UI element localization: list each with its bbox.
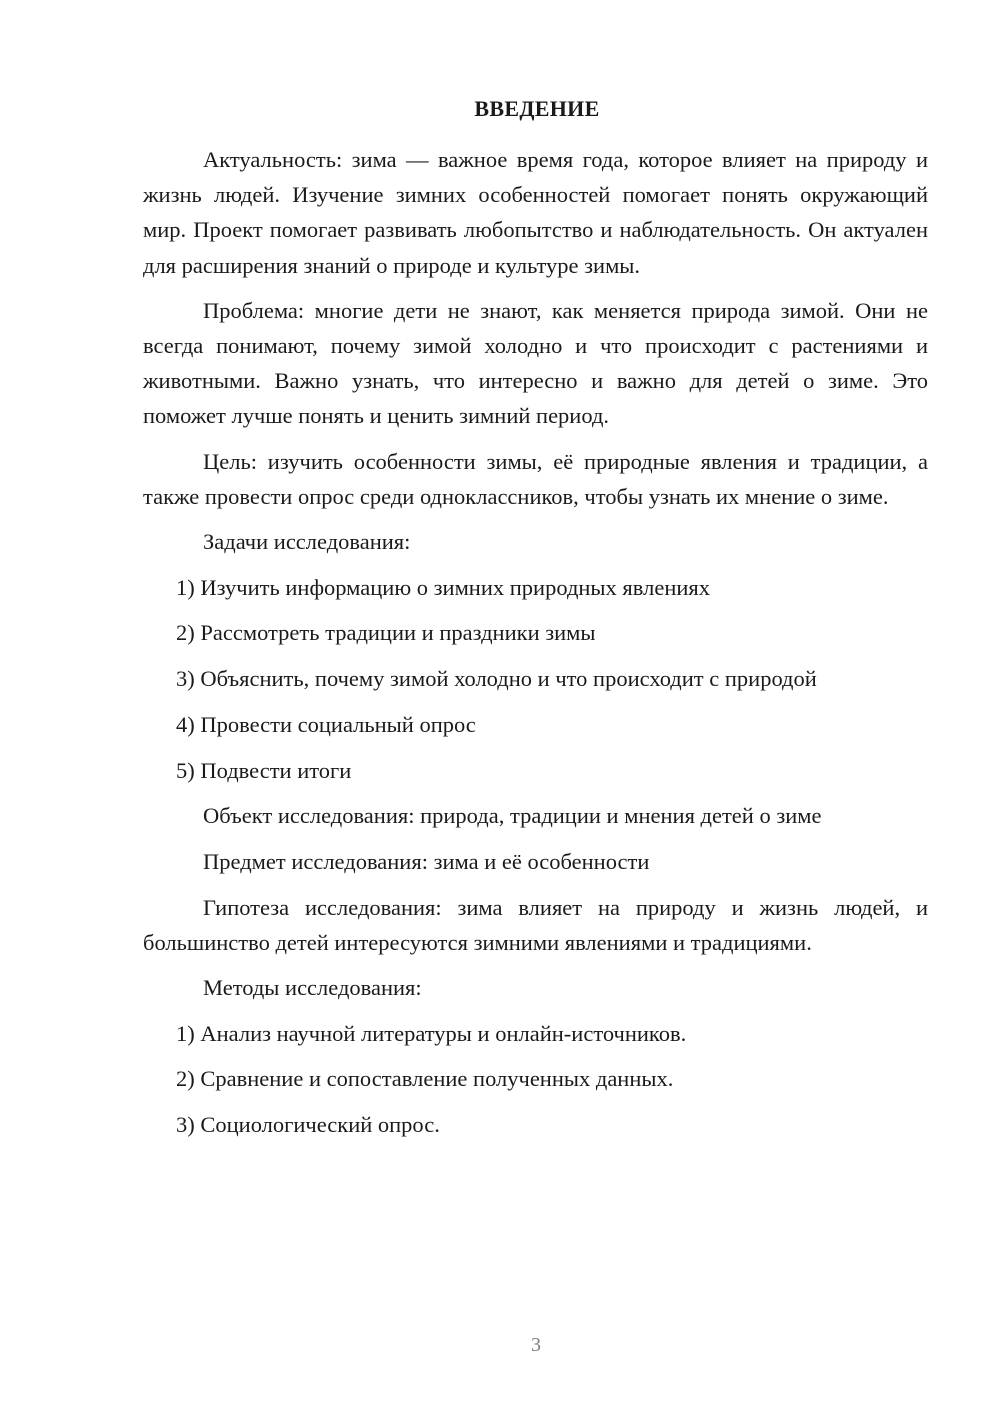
research-subject: Предмет исследования: зима и её особенности <box>203 848 650 874</box>
research-object: Объект исследования: природа, традиции и мнения детей о зиме <box>203 803 822 829</box>
tasks-list <box>143 570 928 788</box>
list-item: 1) Анализ научной литературы и онлайн-источников. <box>176 1020 687 1046</box>
problem-paragraph: Проблема: многие дети не знают, как меняется природа зимой. Они не всегда понимают, почему зимой холодно и что происходит с растениями и животными. Важно узнать, что интересно и важно для детей о зиме. Это поможет лучше понять и ценить зимний период. <box>143 297 928 429</box>
tasks-heading: Задачи исследования: <box>203 529 411 555</box>
relevance-paragraph: Актуальность: зима — важное время года, которое влияет на природу и жизнь людей. Изучение зимних особенностей помогает понять окружающий мир. Проект помогает развивать любопытство и наблюдательность. Он актуален для расширения знаний о природе и культуре зимы. <box>143 147 928 278</box>
list-item: 3) Объяснить, почему зимой холодно и что происходит с природой <box>176 666 817 692</box>
list-item: 2) Рассмотреть традиции и праздники зимы <box>176 620 596 646</box>
page-number: 3 <box>531 1334 541 1356</box>
section-heading: ВВЕДЕНИЕ <box>474 96 600 121</box>
list-item: 3) Социологический опрос. <box>176 1112 440 1138</box>
document-body <box>143 142 928 1153</box>
hypothesis-paragraph: Гипотеза исследования: зима влияет на природу и жизнь людей, и большинство детей интересуются зимними явлениями и традициями. <box>143 894 928 955</box>
list-item: 5) Подвести итоги <box>176 757 352 783</box>
methods-list <box>143 1016 928 1143</box>
list-item: 4) Провести социальный опрос <box>176 711 476 737</box>
list-item: 1) Изучить информацию о зимних природных явлениях <box>176 574 711 600</box>
methods-heading: Методы исследования: <box>203 975 422 1001</box>
list-item: 2) Сравнение и сопоставление полученных данных. <box>176 1066 674 1092</box>
goal-paragraph: Цель: изучить особенности зимы, её природные явления и традиции, а также провести опрос среди одноклассников, чтобы узнать их мнение о зиме. <box>143 448 928 509</box>
